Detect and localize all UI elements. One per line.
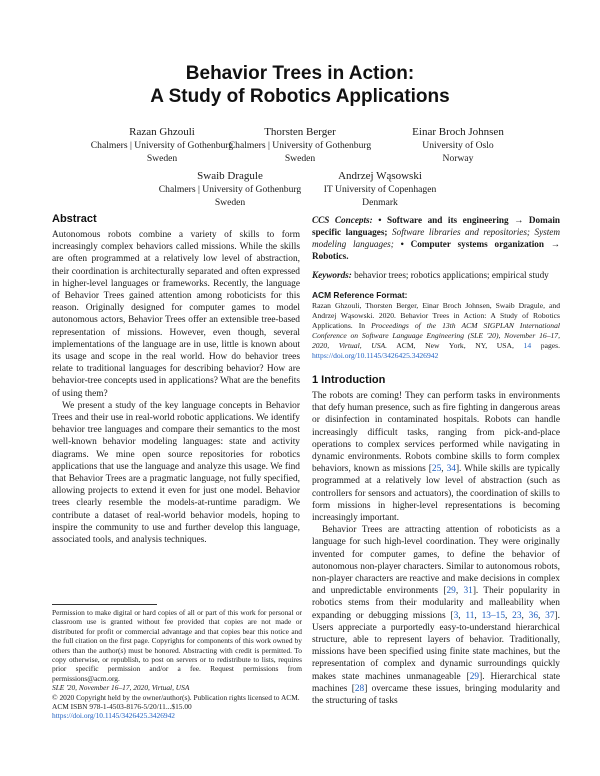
isbn-text: ACM ISBN 978-1-4503-8176-5/20/11...$15.00 bbox=[52, 702, 192, 712]
intro-paragraph-1: The robots are coming! They can perform tasks in environments that defy human presence, such as fire fighting in dangerous areas or disinfection in contaminated hospitals. Robots can handle increasingly difficult tasks, ranging from pick-and-place operations to complex services performed while navigating in dynamic environments. Robots combine skills to form complex behaviors, known as missions [25, 34]. While skills are typically programmed at a relatively low level of abstraction (such as controllers for sensors and actuators), the coordination of skills to form missions in higher-level representations is becoming increasingly important. bbox=[312, 391, 560, 524]
ccs-part-3: • Computer systems organization → Robotics. bbox=[312, 239, 560, 261]
reference-pages: 14 bbox=[523, 341, 532, 350]
venue-text: SLE '20, November 16–17, 2020, Virtual, USA bbox=[52, 683, 190, 693]
citation-link[interactable]: 28 bbox=[354, 683, 365, 694]
permission-footnote bbox=[52, 608, 302, 721]
keywords bbox=[312, 269, 560, 281]
author-block-2 bbox=[210, 126, 390, 165]
intro-text: ]. Their popularity in robotics stems from their modularity and malleability when expanding or debugging missions [ bbox=[312, 586, 560, 621]
author-country: Denmark bbox=[362, 196, 398, 208]
author-name: Thorsten Berger bbox=[264, 126, 336, 138]
introduction-heading: 1 Introduction bbox=[312, 374, 386, 386]
title-line-2: A Study of Robotics Applications bbox=[150, 86, 450, 107]
citation-link[interactable]: 3 bbox=[453, 610, 459, 621]
intro-text: ]. While skills are typically programmed at a relatively low level of abstraction (such as controllers for sensors and actuators), the coordination of skills to form missions in higher-level representations is becoming increasingly important. bbox=[312, 464, 560, 524]
intro-text: Behavior Trees are attracting attention of roboticists as a language for such high-level coordination. They were originally invented for computer games, to define the behavior of autonomous non-player characters. Similar to autonomous robots, non-player characters are reactive and make decisions in complex and unpredictable environments [ bbox=[312, 525, 560, 597]
paper-title bbox=[0, 62, 600, 108]
author-name: Einar Broch Johnsen bbox=[412, 126, 504, 138]
footnote-divider bbox=[52, 604, 157, 605]
reference-publisher: ACM, New York, NY, USA, bbox=[387, 341, 524, 350]
acm-reference bbox=[312, 290, 560, 361]
reference-doi-link[interactable]: https://doi.org/10.1145/3426425.3426942 bbox=[312, 351, 439, 360]
citation-link[interactable]: 25 bbox=[431, 464, 442, 475]
keywords-text: behavior trees; robotics applications; empirical study bbox=[354, 270, 549, 280]
citation-link[interactable]: 23 bbox=[512, 610, 522, 621]
doi-link[interactable]: https://doi.org/10.1145/3426425.3426942 bbox=[52, 711, 175, 721]
keywords-label: Keywords: bbox=[312, 270, 352, 280]
reference-text bbox=[312, 301, 560, 361]
copyright-text: © 2020 Copyright held by the owner/author(s). Publication rights licensed to ACM. bbox=[52, 692, 300, 702]
citation-link[interactable]: 11 bbox=[465, 610, 475, 621]
author-name: Andrzej Wąsowski bbox=[338, 170, 422, 182]
citation-link[interactable]: 13–15 bbox=[481, 610, 505, 621]
intro-text: The robots are coming! They can perform tasks in environments that defy human presence, such as fire fighting in dangerous areas or disinfection in contaminated hospitals. Robots can handle increasingly difficult tasks, ranging from pick-and-place operations to complex services performed while navigating in dynamic environments. Robots combine skills to form complex behaviors, known as missions [ bbox=[312, 391, 560, 475]
author-country: Norway bbox=[442, 152, 474, 164]
reference-authors: Razan Ghzouli, Thorsten Berger, Einar Broch Johnsen, Swaib Dragule, and Andrzej Wąsowski. 2020. Behavior Trees in Action: A Study of Robotics Applications. In bbox=[312, 301, 560, 330]
citation-link[interactable]: 36 bbox=[528, 610, 539, 621]
author-affiliation: IT University of Copenhagen bbox=[323, 184, 437, 195]
permission-text: Permission to make digital or hard copies of all or part of this work for personal or classroom use is granted without fee provided that copies are not made or distributed for profit or commercial advantage and that copies bear this notice and the full citation on the first page. Copyrights for components of this work owned by others than the author(s) must be honored. Abstracting with credit is permitted. To copy otherwise, or republish, to post on servers or to redistribute to lists, requires prior specific permission and/or a fee. Request permissions from permissions@acm.org. bbox=[52, 608, 302, 683]
abstract-heading: Abstract bbox=[52, 213, 97, 225]
author-country: Sweden bbox=[214, 196, 246, 208]
author-block-5 bbox=[290, 170, 470, 209]
abstract-paragraph-2: We present a study of the key language concepts in Behavior Trees and their use in real-world robotic applications. We identify behavior tree languages and compare their semantics to the most well-known behavior modeling languages: state and activity diagrams. We mine open source repositories for robotics applications that use the language and analyze this usage. We find that Behavior Trees are a pragmatic language, not fully specified, allowing projects to extend it even for just one model. Behavior trees clearly resemble the models-at-runtime paradigm. We contribute a dataset of real-world behavior models, hoping to inspire the community to use and further develop this language, associated tools, and analysis techniques. bbox=[52, 400, 300, 546]
abstract-section bbox=[52, 212, 300, 546]
ccs-part-2: Software libraries and repositories; System modeling languages; bbox=[312, 227, 561, 249]
reference-proceedings: Proceedings of the 13th ACM SIGPLAN International Conference on Software Language Engineering (SLE '20), November 16–17, 2020, Virtual, USA. bbox=[312, 321, 561, 350]
citation-link[interactable]: 34 bbox=[446, 464, 456, 475]
intro-paragraph-2: Behavior Trees are attracting attention of roboticists as a language for such high-level coordination. They were originally invented for computer games, to define the behavior of autonomous non-player characters. Similar to autonomous robots, non-player characters are reactive and make decisions in complex and unpredictable environments [29, 31]. Their popularity in robotics stems from their modularity and malleability when expanding or debugging missions [3, 11, 13–15, 23, 36, 37]. Users appreciate a purportedly easy-to-understand hierarchical structure, able to represent layers of behavior. Traditionally, missions have been specified using finite state machines, but the representation of complex and dynamic surroundings quickly makes state machines unmanageable [29]. Hierarchical state machines [28] overcame these issues, bringing modularity and the structuring of tasks bbox=[312, 525, 561, 707]
author-affiliation: Chalmers | University of Gothenburg bbox=[90, 140, 234, 151]
author-affiliation: University of Oslo bbox=[422, 140, 494, 151]
citation-link[interactable]: 29 bbox=[446, 586, 456, 597]
ccs-label: CCS Concepts: bbox=[312, 215, 373, 225]
author-country: Sweden bbox=[284, 152, 316, 164]
citation-link[interactable]: 37 bbox=[545, 610, 555, 621]
reference-heading: ACM Reference Format: bbox=[312, 290, 408, 300]
author-name: Swaib Dragule bbox=[197, 170, 263, 182]
citation-link[interactable]: 29 bbox=[469, 671, 480, 682]
intro-text: ]. Hierarchical state machines [ bbox=[312, 671, 560, 694]
author-name: Razan Ghzouli bbox=[129, 126, 195, 138]
author-affiliation: Chalmers | University of Gothenburg bbox=[228, 140, 372, 151]
title-line-1: Behavior Trees in Action: bbox=[185, 63, 415, 84]
ccs-part-1: • Software and its engineering → Domain specific languages; bbox=[312, 215, 560, 237]
citation-link[interactable]: 31 bbox=[463, 586, 473, 597]
reference-pages-label: pages. bbox=[531, 341, 560, 350]
ccs-concepts bbox=[312, 214, 560, 262]
abstract-paragraph-1: Autonomous robots combine a variety of skills to form increasingly complex behaviors called missions. While the skills are often programmed at a relatively low level of abstraction, their coordination is architecturally separated and often expressed in higher-level languages or frameworks. Recently, the language of Behavior Trees gained attention among roboticists for this reason. Originally designed for computer games to model autonomous actors, Behavior Trees offer an extensible tree-based representation of missions. However, even though, several implementations of the language are in use, little is known about its usage and scope in the real world. How do behavior trees relate to traditional languages for describing behavior? How are behavior-tree concepts used in applications? What are the benefits of using them? bbox=[52, 230, 300, 399]
author-country: Sweden bbox=[146, 152, 178, 164]
author-block-3 bbox=[368, 126, 548, 165]
right-column bbox=[312, 214, 560, 707]
intro-text: ]. Users appreciate a purportedly easy-to-understand hierarchical structure, able to represent layers of behavior. Traditionally, missions have been specified using finite state machines, but the representation of complex and dynamic surroundings quickly makes state machines unmanageable [ bbox=[312, 610, 561, 682]
intro-text: ] overcame these issues, bringing modularity and the structuring of tasks bbox=[312, 683, 560, 707]
author-affiliation: Chalmers | University of Gothenburg bbox=[158, 184, 302, 195]
